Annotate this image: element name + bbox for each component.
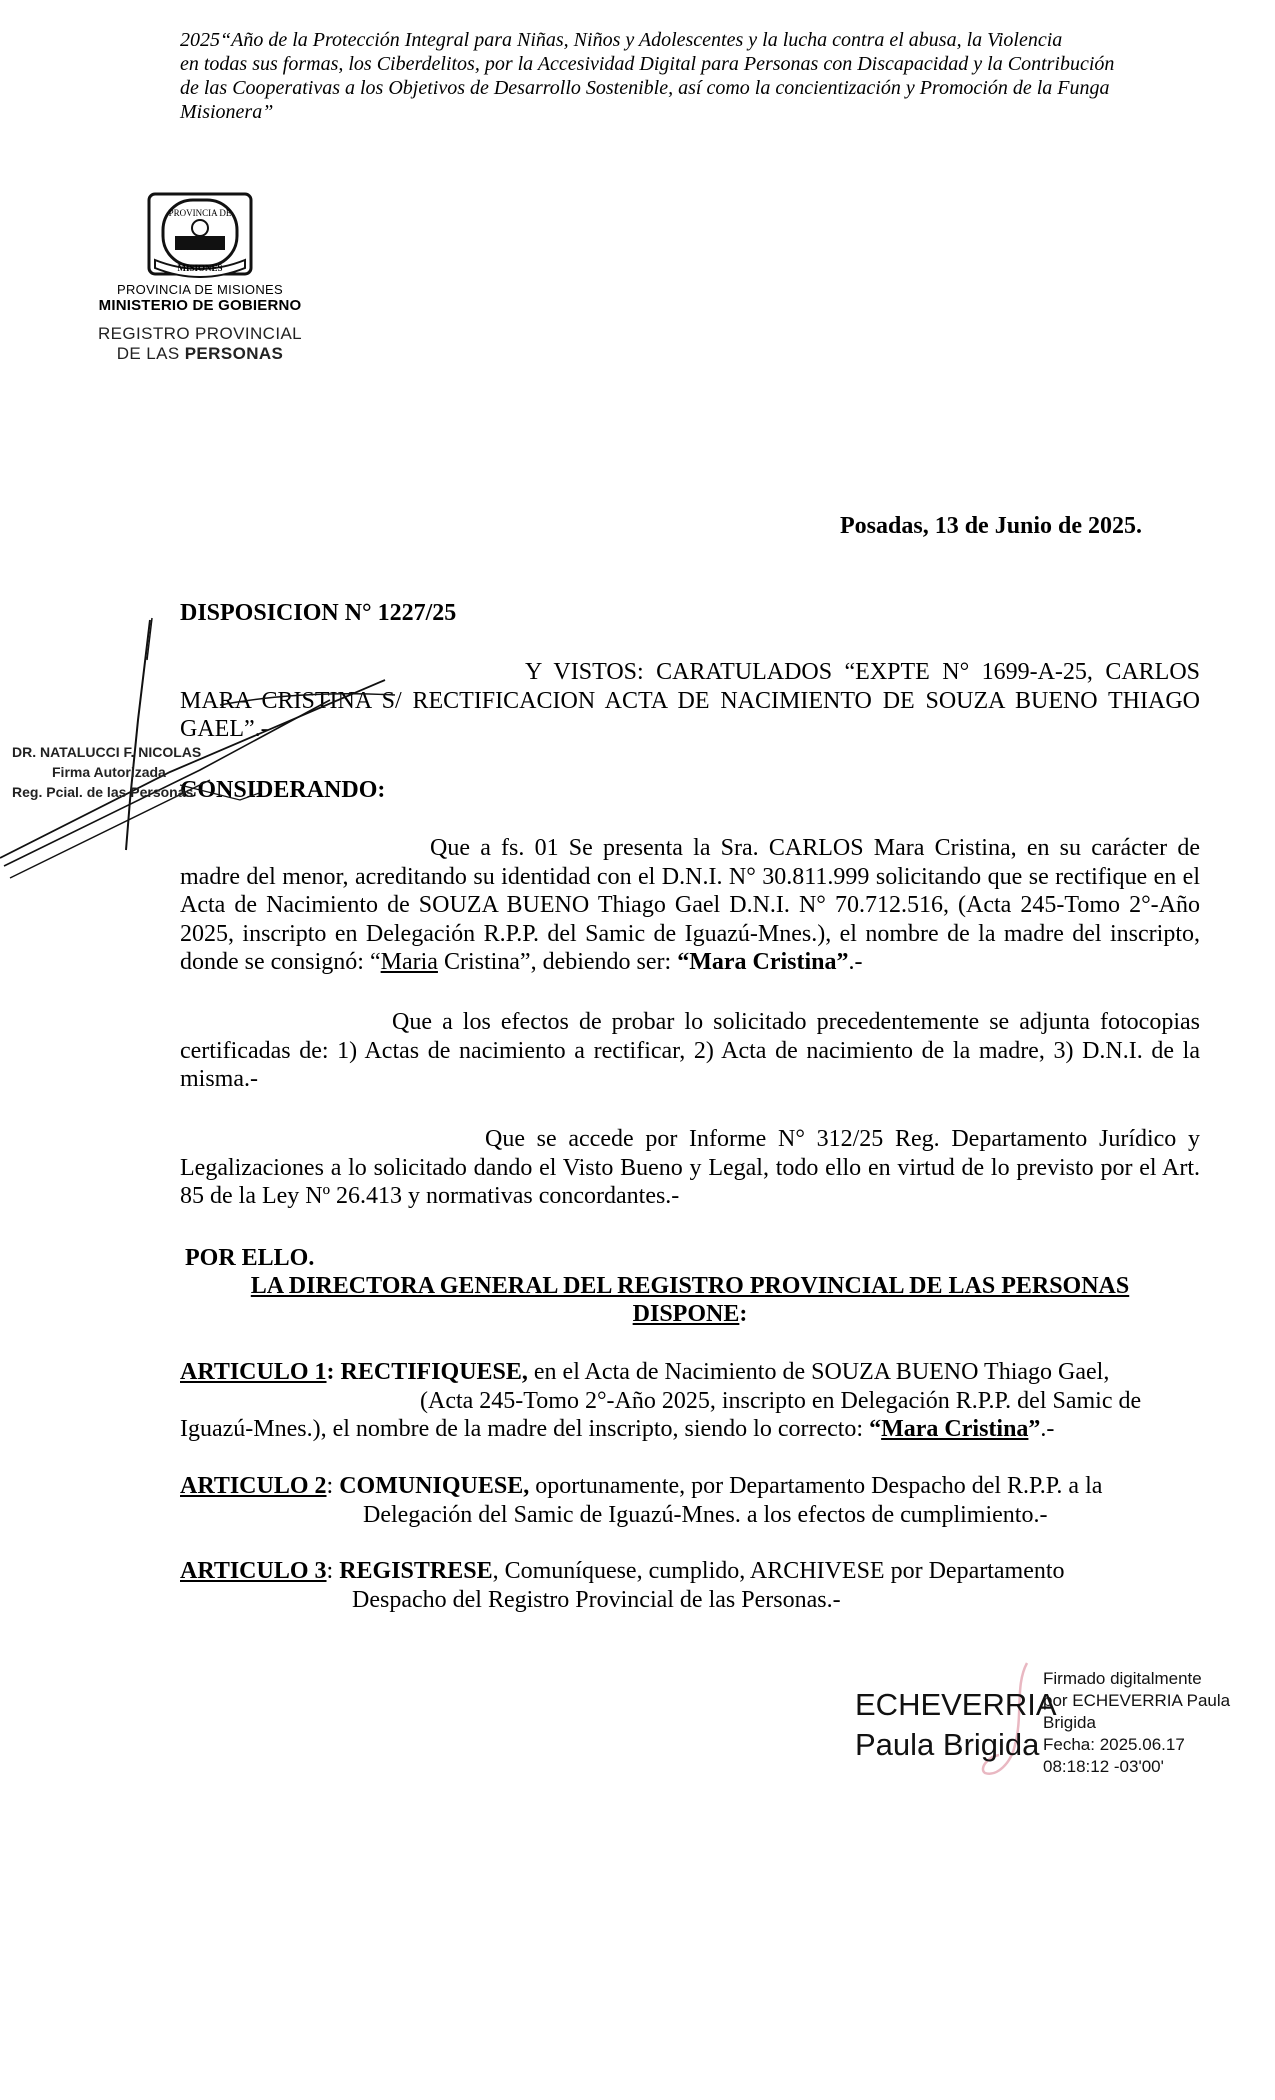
seal-ring-text: PROVINCIA DE xyxy=(168,208,232,218)
art3-text-a: , Comuníquese, cumplido, ARCHIVESE por Departamento xyxy=(492,1558,1065,1584)
motto-line: 2025“Año de la Protección Integral para Niñas, Niños y Adolescentes y la lucha contra el abusa, la Violencia xyxy=(180,29,1063,51)
sig-meta-line: Firmado digitalmente xyxy=(1043,1669,1202,1688)
signer-name-line-1: ECHEVERRIA xyxy=(855,1687,1057,1722)
logo-registry-2 xyxy=(70,344,330,364)
provincial-seal-icon xyxy=(145,190,255,278)
logo-registry-2b: PERSONAS xyxy=(184,344,284,363)
art1-line-3 xyxy=(180,1415,1200,1444)
art2-line-2: Delegación del Samic de Iguazú-Mnes. a los efectos de cumplimiento.- xyxy=(363,1501,1048,1528)
art2-colon: : xyxy=(326,1473,340,1499)
c3-text: Que se accede por Informe N° 312/25 Reg. Departamento Jurídico y Legalizaciones a lo solicitado dando el Visto Bueno y Legal, todo ello en virtud de lo previsto por el Art. 85 de la Ley Nº 26.413 y normativas concordantes.- xyxy=(180,1126,1200,1209)
sig-meta-line: Brigida xyxy=(1043,1713,1096,1732)
c1-text-b: Cristina”, debiendo ser: xyxy=(437,949,678,975)
signer-name xyxy=(855,1685,1057,1765)
art3-verb: REGISTRESE xyxy=(339,1558,493,1584)
motto-line: de las Cooperativas a los Objetivos de Desarrollo Sostenible, así como la concientización y Promoción de la Funga xyxy=(180,77,1110,99)
institution-logo xyxy=(70,190,330,364)
c1-end: .- xyxy=(848,949,863,975)
art1-colon: : xyxy=(326,1359,341,1385)
art3-colon: : xyxy=(326,1558,340,1584)
art1-line-1 xyxy=(180,1358,1200,1387)
logo-ministry: MINISTERIO DE GOBIERNO xyxy=(98,297,302,314)
art1-correct-name: Mara Cristina xyxy=(881,1416,1029,1442)
articulo-2 xyxy=(180,1472,1200,1529)
art3-line-2: Despacho del Registro Provincial de las Personas.- xyxy=(352,1586,841,1613)
c1-bold: “Mara Cristina” xyxy=(677,949,849,975)
art1-text-c: Iguazú-Mnes.), el nombre de la madre del inscripto, siendo lo correcto: xyxy=(180,1416,870,1442)
art2-line-1 xyxy=(180,1472,1200,1501)
document-date: Posadas, 13 de Junio de 2025. xyxy=(840,513,1143,539)
authorization-stamp xyxy=(12,742,201,802)
art3-line-1 xyxy=(180,1557,1200,1586)
motto-line: Misionera” xyxy=(180,101,274,123)
signer-name-line-2: Paula Brigida xyxy=(855,1727,1040,1762)
stamp-line-3: Reg. Pcial. de las Personas xyxy=(12,784,194,800)
art2-label: ARTICULO 2 xyxy=(180,1473,327,1499)
stamp-line-1: DR. NATALUCCI F. NICOLAS xyxy=(12,744,202,760)
art1-quote-open: “ xyxy=(869,1416,882,1442)
articulo-1 xyxy=(180,1358,1200,1444)
motto-line: en todas sus formas, los Ciberdelitos, por la Accesividad Digital para Personas con Discapacidad y la Contribución xyxy=(180,53,1115,75)
logo-registry: REGISTRO PROVINCIAL xyxy=(97,324,303,343)
c2-text: Que a los efectos de probar lo solicitado precedentemente se adjunta fotocopias certificadas de: 1) Actas de nacimiento a rectificar, 2) Acta de nacimiento de la madre, 3) D.N.I. de la misma.- xyxy=(180,1009,1200,1092)
dispone-colon: : xyxy=(739,1301,748,1327)
header-motto xyxy=(180,28,1180,124)
c1-maria: Maria xyxy=(380,949,438,975)
art1-label: ARTICULO 1 xyxy=(180,1359,327,1385)
sig-meta-line: Fecha: 2025.06.17 xyxy=(1043,1735,1185,1754)
sig-meta-line: 08:18:12 -03'00' xyxy=(1043,1757,1164,1776)
dispone-word: DISPONE xyxy=(632,1301,740,1327)
considerando-paragraph-3 xyxy=(180,1125,1200,1211)
dispone-heading xyxy=(180,1272,1200,1328)
considerando-paragraph-2 xyxy=(180,1008,1200,1094)
por-ello: POR ELLO. xyxy=(185,1245,315,1271)
art1-quote-close: ” xyxy=(1028,1416,1041,1442)
stamp-line-2: Firma Autorizada xyxy=(52,764,166,780)
art1-verb: RECTIFIQUESE, xyxy=(340,1359,528,1385)
dispone-line-1: LA DIRECTORA GENERAL DEL REGISTRO PROVINCIAL DE LAS PERSONAS xyxy=(250,1273,1130,1299)
considerando-heading: CONSIDERANDO: xyxy=(180,777,386,803)
seal-banner-text: MISIONES xyxy=(177,263,223,273)
sig-meta-line: por ECHEVERRIA Paula xyxy=(1043,1691,1231,1710)
dispone-line-2 xyxy=(180,1300,1200,1328)
articulo-3 xyxy=(180,1557,1200,1614)
logo-province: PROVINCIA DE MISIONES xyxy=(117,282,283,297)
art3-label: ARTICULO 3 xyxy=(180,1558,327,1584)
logo-registry-2a: DE LAS xyxy=(116,344,185,363)
art1-text-a: en el Acta de Nacimiento de SOUZA BUENO Thiago Gael, xyxy=(527,1359,1110,1385)
vistos-line-b: MARA CRISTINA S/ RECTIFICACION ACTA DE NACIMIENTO DE SOUZA BUENO THIAGO GAEL”.- xyxy=(180,687,1200,742)
art2-verb: COMUNIQUESE, xyxy=(339,1473,530,1499)
art1-end: .- xyxy=(1040,1416,1055,1442)
vistos-line-a: Y VISTOS: CARATULADOS “EXPTE N° 1699-A-25, CARLOS xyxy=(525,659,1200,685)
c1-text-a: Que a fs. 01 Se presenta la Sra. CARLOS Mara Cristina, en su carácter de madre del menor, acreditando su identidad con el D.N.I. N° 30.811.999 solicitando que se rectifique en el Acta de Nacimiento de SOUZA BUENO Thiago Gael D.N.I. N° 70.712.516, (Acta 245-Tomo 2°-Año 2025, inscripto en Delegación R.P.P. del Samic de Iguazú-Mnes.), el nombre de la madre del inscripto, donde se consignó: “ xyxy=(180,835,1200,975)
art2-text-a: oportunamente, por Departamento Despacho del R.P.P. a la xyxy=(529,1473,1103,1499)
signature-metadata xyxy=(1043,1668,1230,1778)
disposicion-number: DISPOSICION N° 1227/25 xyxy=(180,600,457,626)
art1-line-2: (Acta 245-Tomo 2°-Año 2025, inscripto en Delegación R.P.P. del Samic de xyxy=(420,1387,1142,1414)
